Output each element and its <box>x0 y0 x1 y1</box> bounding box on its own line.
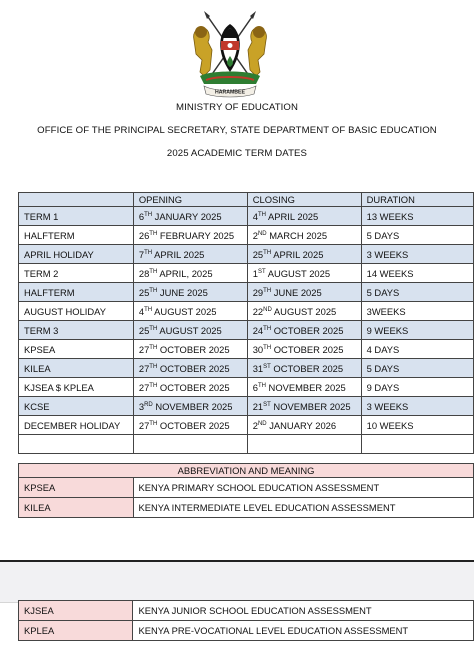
date-suffix: ST <box>263 363 271 370</box>
svg-text:HARAMBEE: HARAMBEE <box>215 89 245 96</box>
period-name: TERM 2 <box>19 264 134 283</box>
date-suffix: TH <box>149 230 158 237</box>
date-rest: OCTOBER 2025 <box>157 419 230 431</box>
column-header-empty <box>19 193 134 207</box>
date-rest: JANUARY 2026 <box>266 419 337 431</box>
coat-of-arms-emblem <box>186 10 274 98</box>
date-rest: NOVEMBER 2025 <box>265 381 346 393</box>
closing-date <box>247 226 361 245</box>
duration: 14 WEEKS <box>361 264 473 283</box>
date-rest: FEBRUARY 2025 <box>157 229 235 241</box>
date-rest: MARCH 2025 <box>266 229 328 241</box>
abbreviation-code: KPSEA <box>19 478 134 498</box>
opening-date <box>133 264 247 283</box>
date-suffix: TH <box>257 382 266 389</box>
date-day: 3 <box>138 400 145 412</box>
duration: 3 WEEKS <box>361 397 473 416</box>
page-break-gap <box>0 560 474 603</box>
opening-date <box>133 321 247 340</box>
duration: 5 DAYS <box>361 359 473 378</box>
date-rest: OCTOBER 2025 <box>157 362 230 374</box>
abbreviation-row <box>19 621 474 641</box>
closing-date <box>247 283 361 302</box>
date-suffix: TH <box>263 325 272 332</box>
date-suffix: TH <box>144 211 153 218</box>
opening-date <box>133 416 247 435</box>
table-cell <box>361 435 473 454</box>
ministry-heading: MINISTRY OF EDUCATION <box>175 102 299 113</box>
date-suffix: TH <box>263 287 272 294</box>
date-suffix: TH <box>149 344 158 351</box>
abbreviation-row <box>19 601 474 621</box>
opening-date <box>133 340 247 359</box>
date-day: 2 <box>252 229 258 241</box>
period-name: DECEMBER HOLIDAY <box>19 416 134 435</box>
date-day: 6 <box>252 381 258 393</box>
date-day: 7 <box>138 248 145 260</box>
date-rest: AUGUST 2025 <box>265 267 331 279</box>
date-day: 25 <box>252 248 264 260</box>
date-day: 4 <box>138 305 145 317</box>
date-suffix: TH <box>149 382 158 389</box>
date-day: 27 <box>138 381 150 393</box>
date-day: 21 <box>252 400 264 412</box>
abbreviation-table-continued <box>18 600 474 641</box>
column-header-opening: OPENING <box>133 193 247 207</box>
period-name: KILEA <box>19 359 134 378</box>
duration: 3WEEKS <box>361 302 473 321</box>
abbreviation-table <box>18 463 474 518</box>
date-suffix: ND <box>257 420 267 427</box>
date-rest: JANUARY 2025 <box>152 210 222 222</box>
closing-date <box>247 302 361 321</box>
abbreviation-row <box>19 478 474 498</box>
abbreviation-code: KILEA <box>19 498 134 518</box>
table-cell <box>247 435 361 454</box>
date-rest: NOVEMBER 2025 <box>270 400 351 412</box>
period-name: KJSEA $ KPLEA <box>19 378 134 397</box>
date-day: 26 <box>138 229 150 241</box>
date-day: 25 <box>138 286 150 298</box>
abbreviation-code: KPLEA <box>19 621 133 641</box>
date-day: 31 <box>252 362 264 374</box>
closing-date <box>247 416 361 435</box>
date-rest: NOVEMBER 2025 <box>152 400 233 412</box>
period-name: TERM 1 <box>19 207 134 226</box>
period-name: APRIL HOLIDAY <box>19 245 134 264</box>
column-header-closing: CLOSING <box>247 193 361 207</box>
date-suffix: TH <box>263 344 272 351</box>
date-suffix: TH <box>144 306 153 313</box>
date-suffix: TH <box>149 420 158 427</box>
abbreviation-row <box>19 498 474 518</box>
period-name: HALFTERM <box>19 283 134 302</box>
document-title: 2025 ACADEMIC TERM DATES <box>166 148 308 159</box>
opening-date <box>133 283 247 302</box>
date-day: 4 <box>252 210 258 222</box>
abbreviation-meaning: KENYA INTERMEDIATE LEVEL EDUCATION ASSESSMENT <box>133 498 474 518</box>
table-row <box>19 321 474 340</box>
date-day: 24 <box>252 324 264 336</box>
date-suffix: RD <box>144 401 153 408</box>
date-day: 29 <box>252 286 264 298</box>
date-rest: OCTOBER 2025 <box>270 362 344 374</box>
closing-date <box>247 264 361 283</box>
date-rest: OCTOBER 2025 <box>271 343 344 355</box>
table-row <box>19 283 474 302</box>
date-suffix: ST <box>263 401 271 408</box>
date-suffix: ND <box>263 306 272 313</box>
table-row <box>19 226 474 245</box>
date-day: 22 <box>252 305 264 317</box>
table-cell <box>133 435 247 454</box>
date-rest: APRIL 2025 <box>271 248 324 260</box>
date-rest: JUNE 2025 <box>157 286 208 298</box>
date-day: 27 <box>138 343 150 355</box>
date-rest: OCTOBER 2025 <box>271 324 344 336</box>
table-row <box>19 245 474 264</box>
abbreviation-heading: ABBREVIATION AND MEANING <box>19 464 474 478</box>
date-day: 1 <box>252 267 258 279</box>
date-rest: AUGUST 2025 <box>271 305 337 317</box>
period-name: KPSEA <box>19 340 134 359</box>
date-suffix: TH <box>149 325 158 332</box>
term-dates-table <box>18 192 474 454</box>
opening-date <box>133 245 247 264</box>
closing-date <box>247 321 361 340</box>
table-row <box>19 264 474 283</box>
date-day: 25 <box>138 324 150 336</box>
period-name: HALFTERM <box>19 226 134 245</box>
date-rest: OCTOBER 2025 <box>157 343 230 355</box>
date-rest: APRIL 2025 <box>152 248 205 260</box>
period-name: KCSE <box>19 397 134 416</box>
closing-date <box>247 340 361 359</box>
opening-date <box>133 207 247 226</box>
date-suffix: TH <box>149 287 158 294</box>
table-row <box>19 340 474 359</box>
closing-date <box>247 245 361 264</box>
duration: 9 DAYS <box>361 378 473 397</box>
opening-date <box>133 378 247 397</box>
table-row <box>19 302 474 321</box>
duration: 9 WEEKS <box>361 321 473 340</box>
abbreviation-meaning: KENYA PRE-VOCATIONAL LEVEL EDUCATION ASSESSMENT <box>133 621 474 641</box>
table-row <box>19 207 474 226</box>
table-row <box>19 359 474 378</box>
abbreviation-heading-row <box>19 464 474 478</box>
duration: 4 DAYS <box>361 340 473 359</box>
date-suffix: ST <box>257 268 266 275</box>
closing-date <box>247 397 361 416</box>
table-cell <box>19 435 134 454</box>
date-day: 2 <box>252 419 258 431</box>
date-rest: OCTOBER 2025 <box>157 381 230 393</box>
date-day: 6 <box>138 210 145 222</box>
date-day: 30 <box>252 343 264 355</box>
date-day: 27 <box>138 362 150 374</box>
column-header-duration: DURATION <box>361 193 473 207</box>
date-day: 28 <box>138 267 150 279</box>
opening-date <box>133 359 247 378</box>
duration: 10 WEEKS <box>361 416 473 435</box>
abbreviation-code: KJSEA <box>19 601 133 621</box>
duration: 5 DAYS <box>361 283 473 302</box>
date-suffix: TH <box>257 211 266 218</box>
date-rest: APRIL 2025 <box>265 210 319 222</box>
date-rest: AUGUST 2025 <box>152 305 217 317</box>
date-suffix: TH <box>149 363 158 370</box>
period-name: TERM 3 <box>19 321 134 340</box>
duration: 5 DAYS <box>361 226 473 245</box>
date-suffix: TH <box>144 249 153 256</box>
date-rest: JUNE 2025 <box>271 286 322 298</box>
closing-date <box>247 359 361 378</box>
closing-date <box>247 378 361 397</box>
date-rest: APRIL, 2025 <box>157 267 213 279</box>
closing-date <box>247 207 361 226</box>
date-suffix: TH <box>263 249 272 256</box>
duration: 13 WEEKS <box>361 207 473 226</box>
document-page-2 <box>0 603 474 669</box>
date-day: 27 <box>138 419 150 431</box>
table-row <box>19 378 474 397</box>
table-row <box>19 397 474 416</box>
abbreviation-meaning: KENYA JUNIOR SCHOOL EDUCATION ASSESSMENT <box>133 601 474 621</box>
date-suffix: TH <box>149 268 158 275</box>
abbreviation-meaning: KENYA PRIMARY SCHOOL EDUCATION ASSESSMENT <box>133 478 474 498</box>
opening-date <box>133 302 247 321</box>
table-row <box>19 416 474 435</box>
opening-date <box>133 397 247 416</box>
table-header-row <box>19 193 474 207</box>
date-rest: AUGUST 2025 <box>157 324 222 336</box>
table-row-empty <box>19 435 474 454</box>
office-heading: OFFICE OF THE PRINCIPAL SECRETARY, STATE DEPARTMENT OF BASIC EDUCATION <box>37 125 437 136</box>
duration: 3 WEEKS <box>361 245 473 264</box>
opening-date <box>133 226 247 245</box>
date-suffix: ND <box>257 230 267 237</box>
period-name: AUGUST HOLIDAY <box>19 302 134 321</box>
